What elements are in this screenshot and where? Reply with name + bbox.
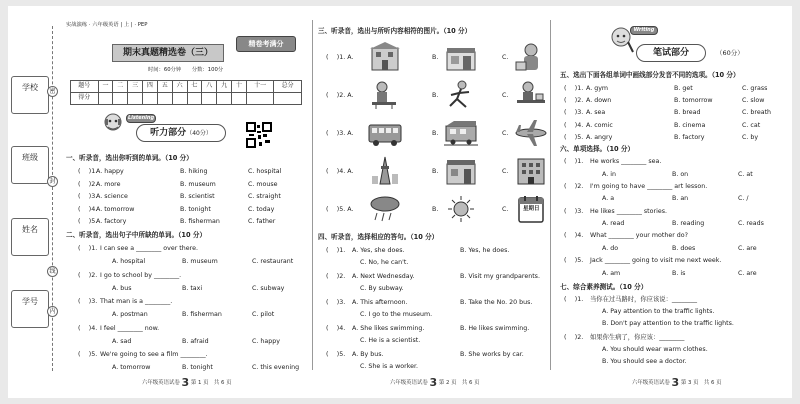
score-input-cell[interactable] bbox=[128, 93, 143, 105]
answer-blank[interactable]: ( )2. A. bbox=[326, 92, 354, 99]
answer-blank[interactable]: ( )1. bbox=[78, 245, 98, 252]
page-column-2 bbox=[314, 6, 546, 398]
option-b: B. Visit my grandparents. bbox=[460, 273, 540, 280]
listening-part-title: 听力部分（40分） bbox=[136, 124, 226, 142]
option-a: A. postman bbox=[112, 311, 148, 318]
listening-tag: Listening bbox=[127, 115, 155, 121]
option-b: B. museum bbox=[182, 258, 218, 265]
option-b: B. tomorrow bbox=[674, 97, 713, 105]
option-a: A. read bbox=[602, 220, 625, 228]
answer-blank[interactable]: ( )4. bbox=[78, 324, 98, 332]
option-a: A. By bus. bbox=[352, 351, 384, 358]
option-c: C. grass bbox=[742, 85, 768, 92]
option-c: C. cat bbox=[742, 121, 761, 129]
option-b: B. is bbox=[672, 269, 686, 277]
seal-line bbox=[52, 26, 53, 371]
plane-icon[interactable] bbox=[514, 118, 548, 148]
answer-blank[interactable]: ( )1. A. bbox=[326, 54, 354, 61]
binding-strip bbox=[8, 6, 70, 398]
section-6-title: 六、单项选择。（10 分） bbox=[560, 145, 635, 153]
option-b: B. Yes, he does. bbox=[460, 247, 510, 254]
column-divider bbox=[550, 20, 551, 370]
option-c: C. reads bbox=[738, 220, 764, 228]
section-3-title: 三、听录音，选出与所听内容相符的图片。（10 分） bbox=[318, 27, 472, 35]
answer-blank[interactable]: ( )3. bbox=[326, 299, 346, 306]
boy-desk-icon[interactable] bbox=[514, 80, 548, 110]
score-row-label: 得分 bbox=[71, 93, 99, 105]
bus-icon[interactable] bbox=[368, 118, 402, 148]
hotel-icon[interactable] bbox=[514, 156, 548, 186]
section-2-title: 二、听录音，选出句子中所缺的单词。（10 分） bbox=[66, 231, 207, 239]
score-header-cell: 五 bbox=[157, 81, 172, 93]
option-b: B. hiking bbox=[180, 168, 208, 175]
option-c: C. father bbox=[248, 218, 276, 225]
option-a: A. do bbox=[602, 244, 619, 252]
question-text: 如果你生病了，你应该：________ bbox=[590, 334, 685, 341]
option-b-label: B. bbox=[432, 130, 439, 137]
answer-blank[interactable]: ( )3. A. bbox=[326, 130, 354, 137]
option-a: A. Pay attention to the traffic lights. bbox=[602, 308, 715, 315]
question-text: I'm going to have ________ art lesson. bbox=[590, 182, 708, 190]
tower-icon[interactable] bbox=[368, 156, 402, 186]
answer-blank[interactable]: ( )4. bbox=[564, 232, 584, 240]
option-c: C. at bbox=[738, 170, 753, 178]
train-icon[interactable] bbox=[444, 118, 478, 148]
option-a: A. sad bbox=[112, 337, 132, 345]
score-input-cell[interactable] bbox=[113, 93, 128, 105]
answer-blank[interactable]: ( )5. bbox=[78, 218, 98, 225]
option-b-label: B. bbox=[432, 54, 439, 61]
answer-blank[interactable]: ( )5. bbox=[326, 351, 346, 358]
option-a: A. am bbox=[602, 269, 621, 277]
answer-blank[interactable]: ( )3. bbox=[78, 298, 98, 305]
score-header-cell: 八 bbox=[202, 81, 217, 93]
option-a: A. bus bbox=[112, 284, 132, 292]
option-c: C. He is a scientist. bbox=[360, 337, 421, 344]
score-input-cell[interactable] bbox=[98, 93, 113, 105]
woman-office-icon[interactable] bbox=[514, 42, 548, 72]
option-b-label: B. bbox=[432, 206, 439, 213]
score-input-cell[interactable] bbox=[202, 93, 217, 105]
option-b: B. museum bbox=[180, 180, 216, 188]
answer-blank[interactable]: ( )4. bbox=[564, 121, 584, 129]
runner-icon[interactable] bbox=[444, 80, 478, 110]
option-a: A. down bbox=[586, 97, 612, 105]
option-c: C. straight bbox=[248, 193, 281, 200]
option-b: B. She works by car. bbox=[460, 351, 524, 358]
option-c: C. slow bbox=[742, 97, 765, 105]
page-column-1 bbox=[62, 6, 310, 398]
option-a: A. gym bbox=[586, 85, 609, 92]
writing-part-title: 笔试部分 bbox=[636, 44, 706, 62]
option-b: B. factory bbox=[674, 133, 705, 141]
option-c-label: C. bbox=[502, 130, 509, 137]
question-text: I feel ________ now. bbox=[100, 324, 160, 332]
answer-blank[interactable]: ( )1. bbox=[564, 296, 584, 303]
answer-blank[interactable]: ( )3. bbox=[78, 193, 98, 200]
writing-tag: Writing bbox=[630, 26, 658, 35]
score-header-cell: 一 bbox=[98, 81, 113, 93]
score-input-cell[interactable] bbox=[231, 93, 246, 105]
score-input-cell[interactable] bbox=[274, 93, 302, 105]
score-header-cell: 九 bbox=[217, 81, 232, 93]
option-a: A. Yes, she does. bbox=[352, 247, 405, 254]
option-c: C. I go to the museum. bbox=[360, 311, 433, 318]
option-c: C. mouse bbox=[248, 180, 278, 188]
question-text: He works ________ sea. bbox=[590, 158, 662, 165]
section-1-title: 一、听录音，选出你听到的单词。（10 分） bbox=[66, 154, 193, 162]
score-input-cell[interactable] bbox=[187, 93, 202, 105]
answer-blank[interactable]: ( )1. bbox=[564, 85, 584, 92]
option-b: B. an bbox=[672, 195, 689, 203]
calendar-label: 星期日 bbox=[523, 206, 540, 212]
option-c: C. restaurant bbox=[252, 258, 294, 265]
option-a: A. sea bbox=[586, 109, 606, 117]
score-header-cell: 七 bbox=[187, 81, 202, 93]
exam-sheet bbox=[8, 6, 792, 398]
page-footer-2: 六年级英语试卷 3 第 2 页 共 6 页 bbox=[390, 376, 480, 389]
score-header-cell: 十 bbox=[231, 81, 246, 93]
score-header-cell: 三 bbox=[128, 81, 143, 93]
page-footer-3: 六年级英语试卷 3 第 3 页 共 6 页 bbox=[632, 376, 722, 389]
option-b: B. afraid bbox=[182, 337, 209, 345]
option-a: A. happy bbox=[96, 168, 124, 175]
section-7-title: 七、综合素养测试。（10 分） bbox=[560, 283, 648, 291]
option-b-label: B. bbox=[432, 92, 439, 99]
question-text: 当你在过马路时，你应该说：________ bbox=[590, 296, 698, 303]
seal-mark: 线 bbox=[47, 266, 58, 277]
shop-front-icon[interactable] bbox=[444, 156, 478, 186]
option-c: C. No, he can't. bbox=[360, 259, 409, 266]
question-text: That man is a ________. bbox=[100, 298, 173, 305]
score-header-cell: 十一 bbox=[246, 81, 274, 93]
option-b: B. fisherman bbox=[182, 311, 222, 318]
option-a: A. tomorrow bbox=[96, 205, 135, 213]
column-divider bbox=[312, 20, 313, 370]
answer-blank[interactable]: ( )2. bbox=[326, 273, 346, 280]
option-b: B. You should see a doctor. bbox=[602, 358, 687, 365]
answer-blank[interactable]: ( )4. bbox=[326, 325, 346, 332]
option-c: C. this evening bbox=[252, 364, 300, 371]
answer-blank[interactable]: ( )3. bbox=[564, 109, 584, 117]
option-c-label: C. bbox=[502, 206, 509, 213]
question-text: I can see a ________ over there. bbox=[100, 245, 198, 252]
option-c: C. breath bbox=[742, 109, 772, 117]
score-input-cell[interactable] bbox=[143, 93, 158, 105]
question-text: I go to school by ________. bbox=[100, 271, 182, 279]
building-icon[interactable] bbox=[368, 42, 402, 72]
option-a: A. a bbox=[602, 195, 615, 203]
answer-blank[interactable]: ( )2. bbox=[78, 271, 98, 279]
question-text: What ________ your mother do? bbox=[590, 232, 688, 240]
option-b: B. reading bbox=[672, 220, 705, 228]
option-a: A. science bbox=[96, 193, 128, 200]
option-b: B. bread bbox=[674, 109, 701, 117]
option-a: A. This afternoon. bbox=[352, 299, 408, 306]
option-c: C. She is a worker. bbox=[360, 363, 419, 370]
option-c: C. pilot bbox=[252, 311, 275, 318]
listening-mascot-icon bbox=[102, 112, 124, 136]
option-a: A. Next Wednesday. bbox=[352, 273, 415, 280]
sun-icon[interactable] bbox=[444, 194, 478, 224]
option-a: A. comic bbox=[586, 121, 613, 129]
class-field[interactable]: 班级 bbox=[11, 146, 49, 184]
option-c: C. hospital bbox=[248, 168, 282, 175]
question-text: He likes ________ stories. bbox=[590, 207, 667, 215]
shop-icon[interactable] bbox=[444, 42, 478, 72]
option-c-label: C. bbox=[502, 54, 509, 61]
series-header: 实战演练 · 六年级英语 | 上 | · PEP bbox=[66, 22, 148, 28]
seal-mark: 封 bbox=[47, 176, 58, 187]
option-a: A. factory bbox=[96, 218, 127, 225]
option-a: A. She likes swimming. bbox=[352, 325, 425, 332]
answer-blank[interactable]: ( )5. A. bbox=[326, 206, 354, 213]
option-b: B. tonight bbox=[182, 364, 213, 371]
section-5-title: 五、选出下面各组单词中画线部分发音不同的选项。（10 分） bbox=[560, 71, 740, 79]
option-b: B. taxi bbox=[182, 284, 203, 292]
option-c: C. by bbox=[742, 133, 759, 141]
school-field[interactable]: 学校 bbox=[11, 76, 49, 114]
option-b: B. does bbox=[672, 244, 696, 252]
answer-blank[interactable]: ( )5. bbox=[564, 257, 584, 265]
answer-blank[interactable]: ( )4. bbox=[78, 205, 98, 213]
option-a: A. more bbox=[96, 180, 121, 188]
option-c-label: C. bbox=[502, 168, 509, 175]
option-c: C. are bbox=[738, 269, 757, 277]
answer-blank[interactable]: ( )5. bbox=[78, 351, 98, 358]
writing-points: （60分） bbox=[716, 49, 744, 57]
option-b: B. cinema bbox=[674, 121, 706, 129]
option-a: A. in bbox=[602, 170, 616, 178]
option-b: B. tonight bbox=[180, 205, 211, 213]
option-c-label: C. bbox=[502, 92, 509, 99]
option-b: B. on bbox=[672, 170, 689, 178]
option-a: A. You should wear warm clothes. bbox=[602, 346, 708, 353]
answer-blank[interactable]: ( )1. bbox=[564, 158, 584, 165]
option-b-label: B. bbox=[432, 168, 439, 175]
option-c: C. By subway. bbox=[360, 285, 404, 292]
score-header-cell: 二 bbox=[113, 81, 128, 93]
question-text: Jack ________ going to visit me next week. bbox=[590, 257, 722, 265]
section-4-title: 四、听录音，选择相应的答句。（10 分） bbox=[318, 233, 439, 241]
answer-blank[interactable]: ( )5. bbox=[564, 133, 584, 141]
answer-blank[interactable]: ( )2. bbox=[78, 180, 98, 188]
page-column-3 bbox=[556, 6, 788, 398]
answer-blank[interactable]: ( )4. A. bbox=[326, 168, 354, 175]
score-input-cell[interactable] bbox=[246, 93, 274, 105]
score-input-cell[interactable] bbox=[217, 93, 232, 105]
exam-title: 期末真题精选卷（三） bbox=[112, 44, 224, 62]
option-c: C. today bbox=[248, 205, 275, 213]
score-header-cell: 六 bbox=[172, 81, 187, 93]
score-header-cell: 总分 bbox=[274, 81, 302, 93]
option-c: C. happy bbox=[252, 337, 280, 345]
score-table bbox=[70, 80, 302, 105]
calendar-icon[interactable] bbox=[514, 194, 548, 224]
person-sitting-icon[interactable] bbox=[368, 80, 402, 110]
answer-blank[interactable]: ( )2. bbox=[564, 182, 584, 190]
seal-mark: 内 bbox=[47, 306, 58, 317]
question-text: We're going to see a film ________. bbox=[100, 351, 208, 358]
answer-blank[interactable]: ( )3. bbox=[564, 207, 584, 215]
score-header-label: 题号 bbox=[71, 81, 99, 93]
option-c: C. subway bbox=[252, 284, 285, 292]
option-c: C. / bbox=[738, 195, 749, 203]
page-footer-1: 六年级英语试卷 3 第 1 页 共 6 页 bbox=[142, 376, 232, 389]
option-b: B. Don't pay attention to the traffic lights. bbox=[602, 320, 734, 327]
rain-cloud-icon[interactable] bbox=[368, 194, 402, 224]
option-c: C. are bbox=[738, 244, 757, 252]
answer-blank[interactable]: ( )1. bbox=[78, 168, 98, 175]
student-number-field[interactable]: 学号 bbox=[11, 290, 49, 328]
option-b: B. Take the No. 20 bus. bbox=[460, 299, 533, 306]
answer-blank[interactable]: ( )1. bbox=[326, 247, 346, 254]
score-header-row bbox=[71, 81, 302, 93]
option-b: B. get bbox=[674, 85, 693, 92]
answer-blank[interactable]: ( )2. bbox=[564, 97, 584, 105]
exam-meta: 时间：60分钟 分数：100分 bbox=[148, 67, 224, 73]
option-a: A. angry bbox=[586, 133, 613, 141]
score-header-cell: 四 bbox=[143, 81, 158, 93]
score-input-cell[interactable] bbox=[172, 93, 187, 105]
stamp-badge: 精卷考满分 bbox=[236, 36, 296, 52]
seal-mark: 密 bbox=[47, 86, 58, 97]
score-value-row bbox=[71, 93, 302, 105]
option-b: B. fisherman bbox=[180, 218, 220, 225]
option-b: B. scientist bbox=[180, 193, 215, 200]
qr-code-icon[interactable] bbox=[246, 122, 272, 148]
score-input-cell[interactable] bbox=[157, 93, 172, 105]
option-b: B. He likes swimming. bbox=[460, 325, 530, 332]
option-a: A. hospital bbox=[112, 258, 146, 265]
option-a: A. tomorrow bbox=[112, 364, 151, 371]
answer-blank[interactable]: ( )2. bbox=[564, 334, 584, 341]
name-field[interactable]: 姓名 bbox=[11, 218, 49, 256]
